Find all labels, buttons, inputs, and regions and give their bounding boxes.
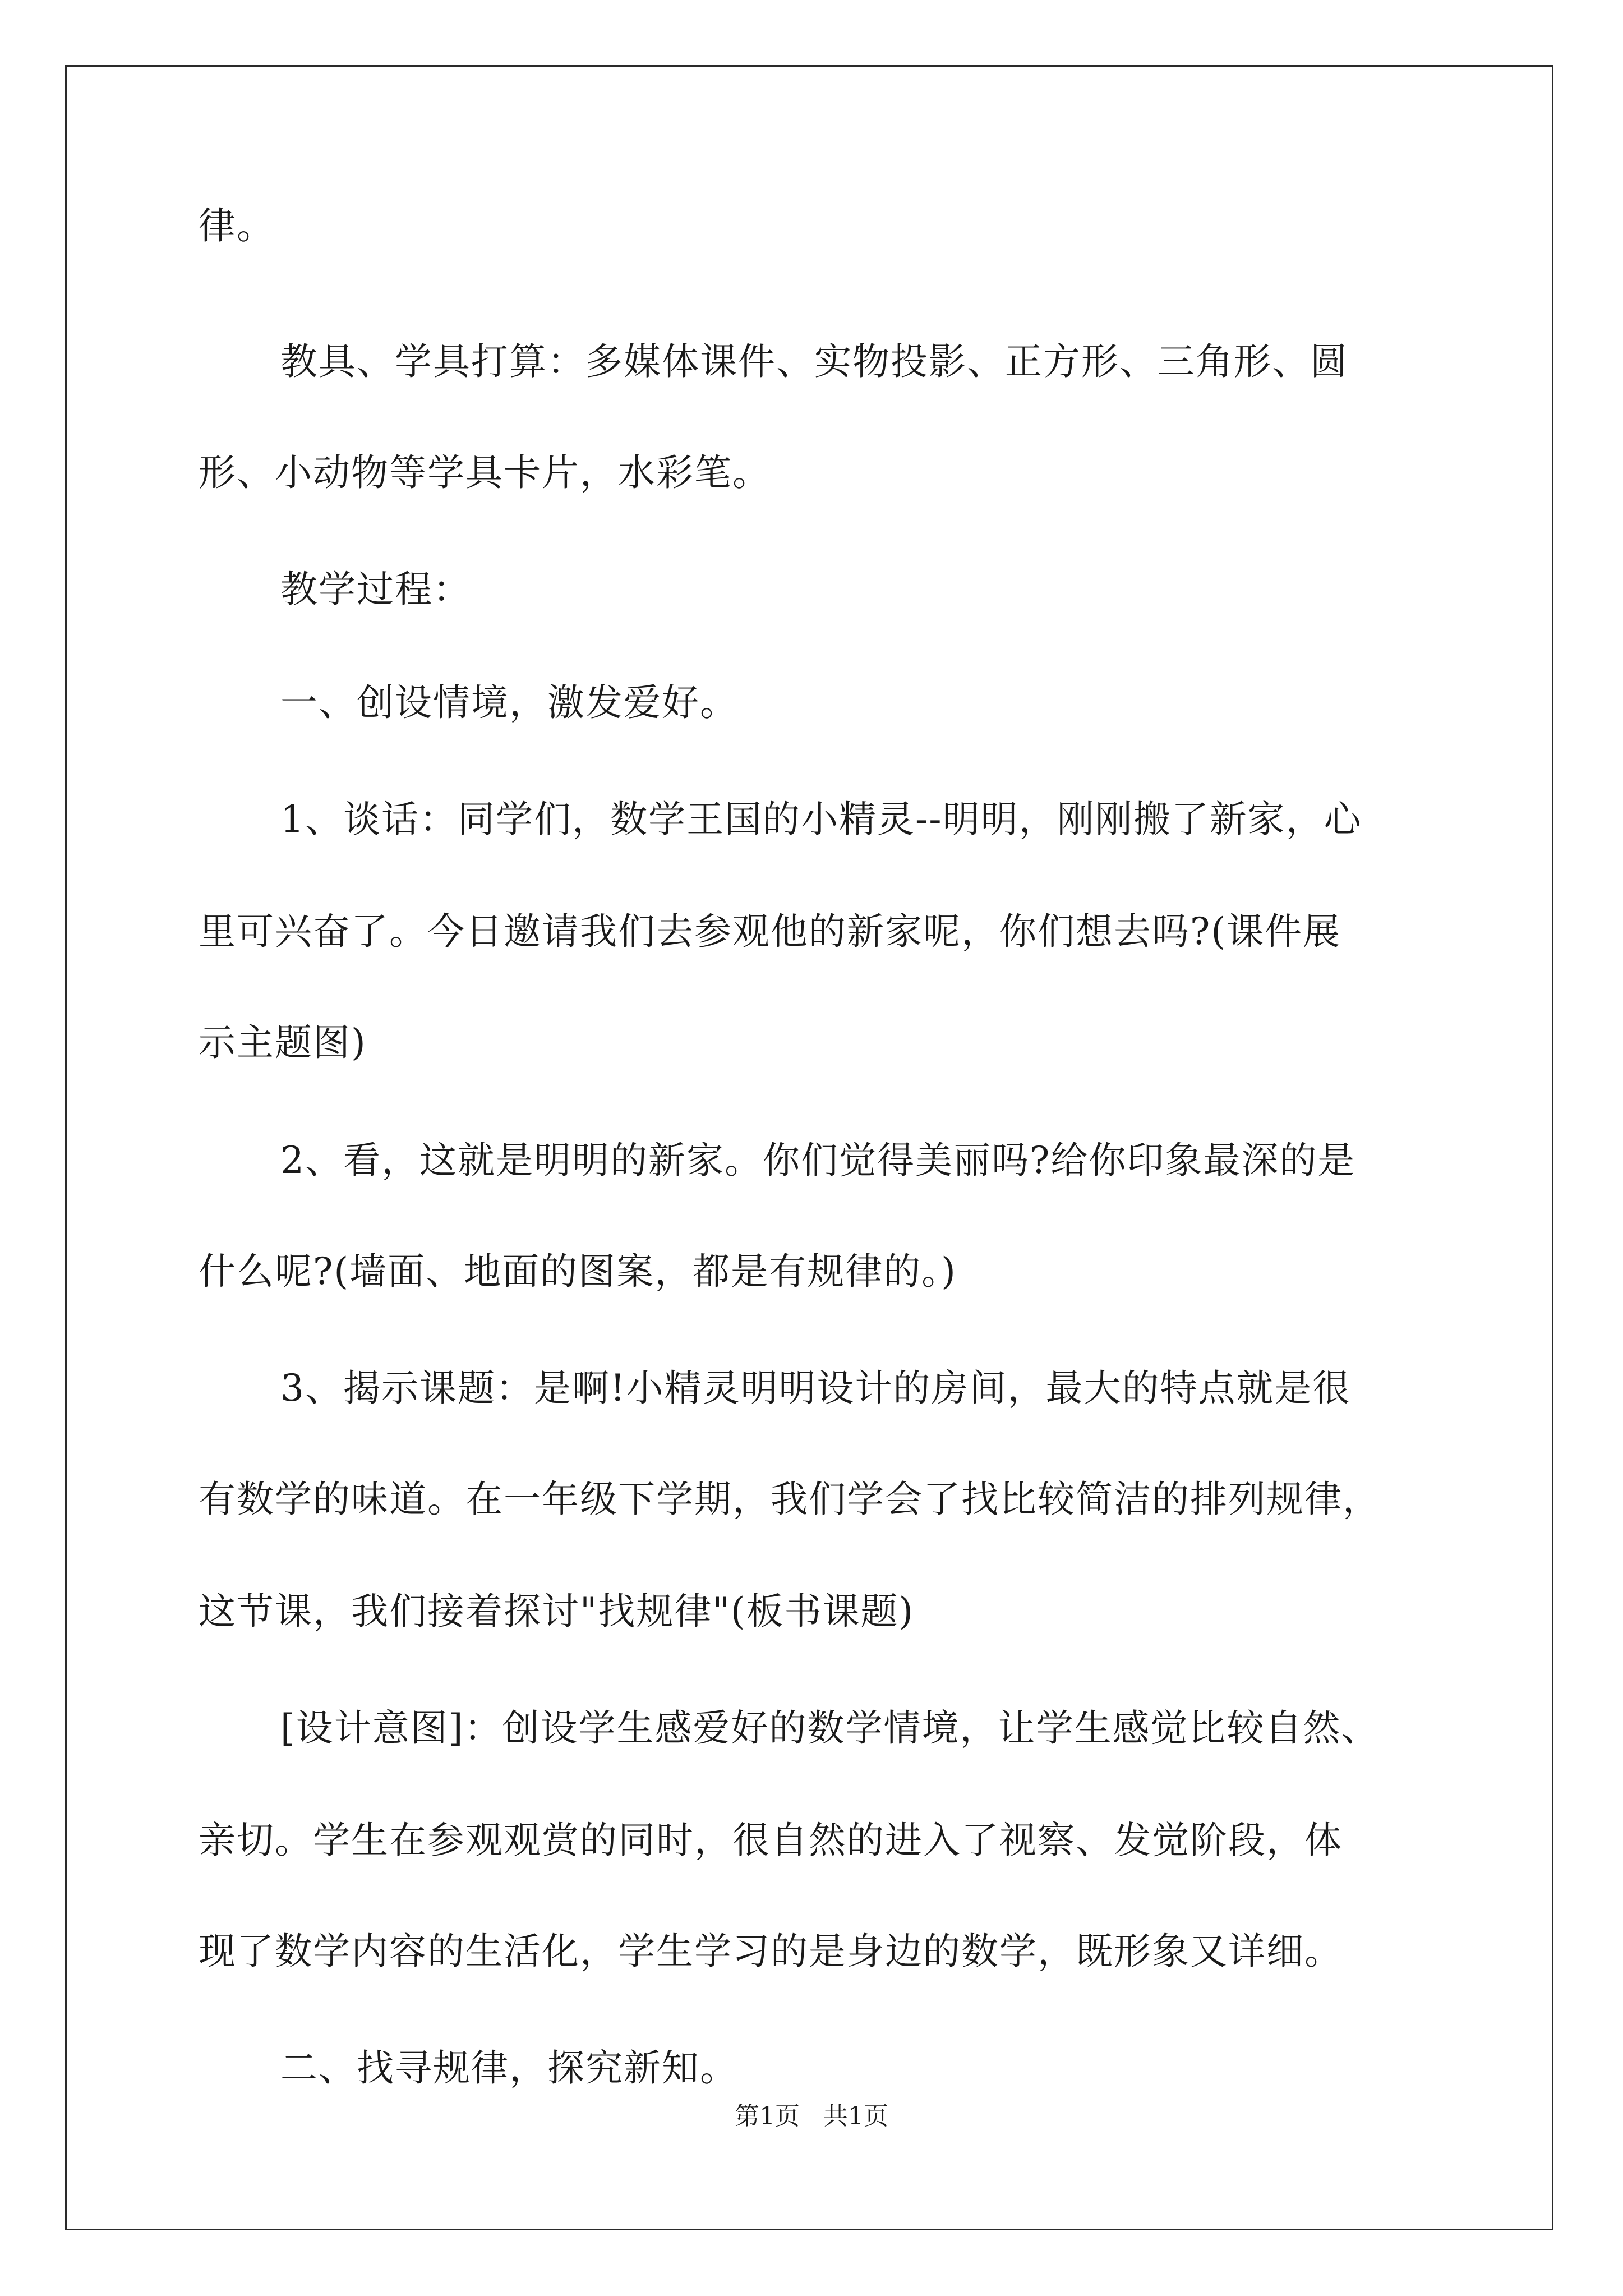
text-line: 二、找寻规律，探究新知。 (280, 2046, 738, 2090)
text-line: 这节课，我们接着探讨"找规律"(板书课题) (199, 1590, 915, 1633)
text-line: 律。 (199, 204, 275, 247)
text-line: 教学过程： (280, 568, 471, 611)
text-line: 2、看，这就是明明的新家。你们觉得美丽吗?给你印象最深的是 (280, 1139, 1356, 1182)
text-line: [设计意图]：创设学生感爱好的数学情境，让学生感觉比较自然、 (280, 1706, 1380, 1750)
text-line: 教具、学具打算：多媒体课件、实物投影、正方形、三角形、圆 (280, 340, 1348, 383)
text-line: 里可兴奋了。今日邀请我们去参观他的新家呢，你们想去吗?(课件展 (199, 910, 1341, 953)
text-line: 3、揭示课题：是啊!小精灵明明设计的房间，最大的特点就是很 (280, 1366, 1351, 1410)
text-line: 1、谈话：同学们，数学王国的小精灵--明明，刚刚搬了新家，心 (280, 798, 1362, 841)
text-line: 有数学的味道。在一年级下学期，我们学会了找比较简洁的排列规律， (199, 1478, 1381, 1521)
text-line: 示主题图) (199, 1021, 367, 1064)
text-line: 什么呢?(墙面、地面的图案，都是有规律的。) (199, 1250, 957, 1293)
page-footer: 第1页 共1页 (735, 2102, 888, 2131)
text-line: 形、小动物等学具卡片，水彩笔。 (199, 451, 771, 494)
text-line: 现了数学内容的生活化，学生学习的是身边的数学，既形象又详细。 (199, 1930, 1343, 1973)
text-line: 亲切。学生在参观观赏的同时，很自然的进入了视察、发觉阶段，体 (199, 1819, 1343, 1862)
text-line: 一、创设情境，激发爱好。 (280, 681, 738, 724)
